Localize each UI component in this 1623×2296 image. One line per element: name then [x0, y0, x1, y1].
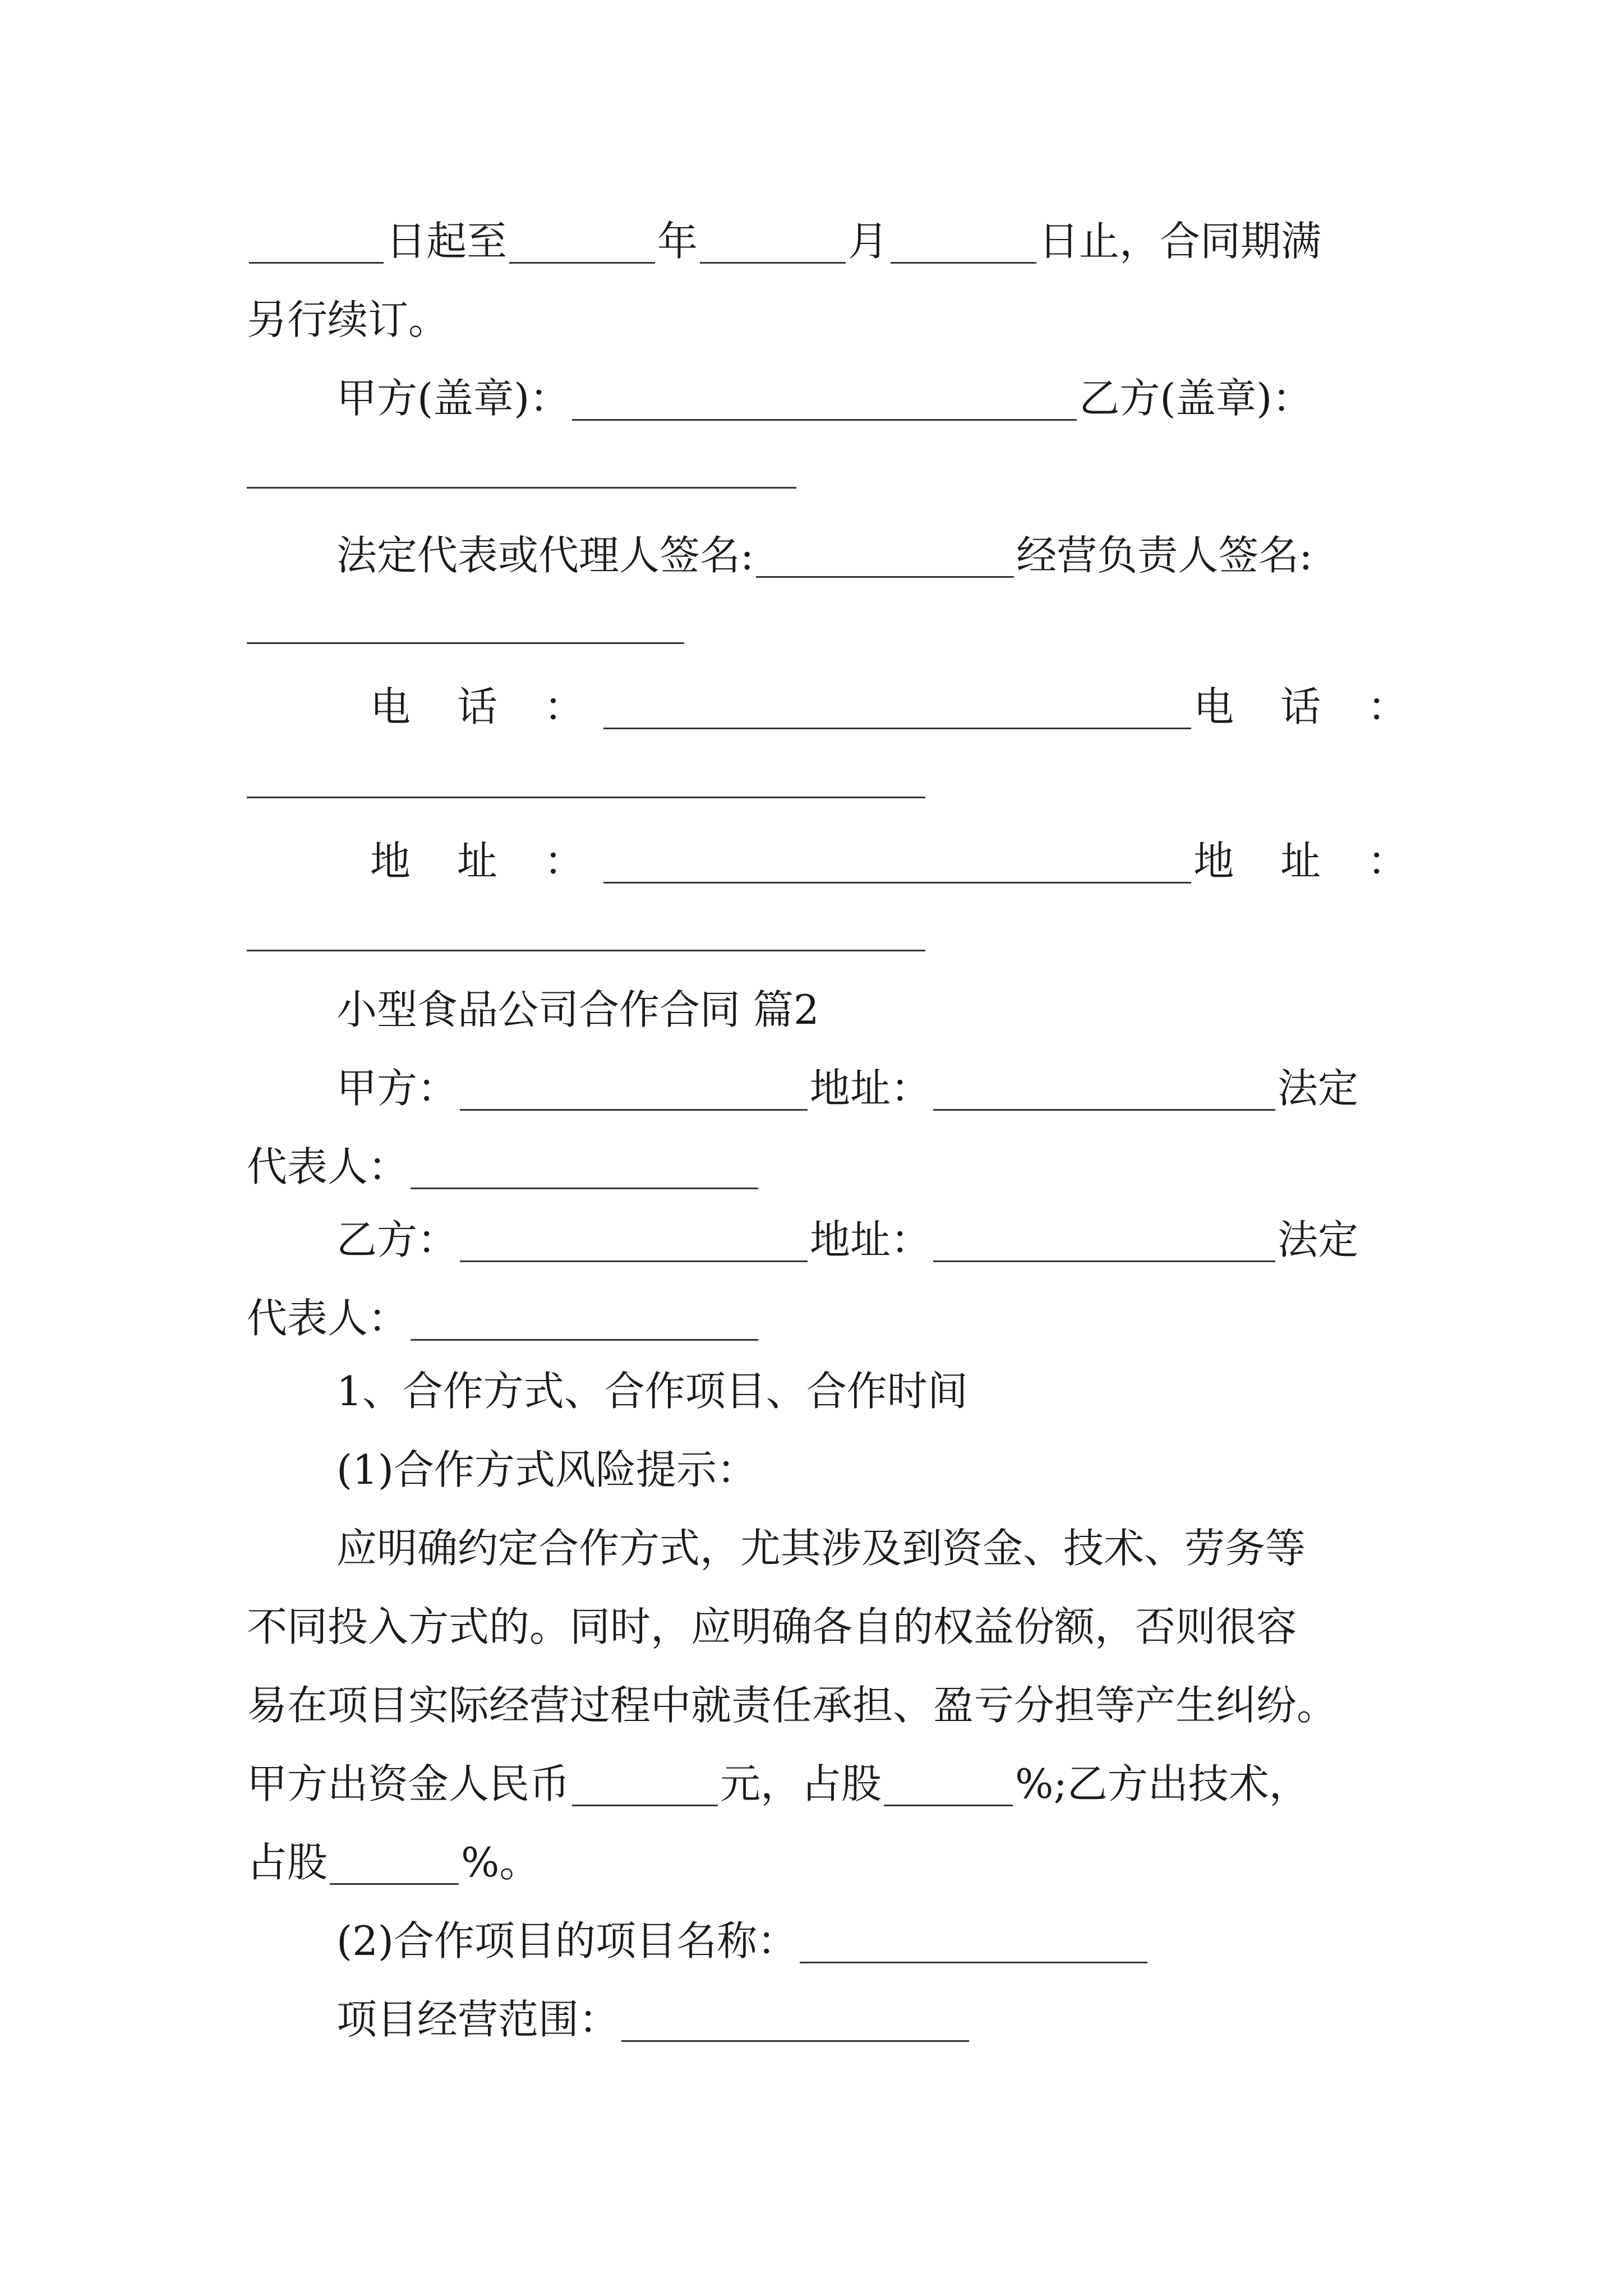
blank-field — [247, 642, 684, 644]
renewal-line — [247, 286, 1391, 353]
text-run: 元，占股 — [720, 1760, 882, 1807]
text-run: 甲方： — [336, 1065, 458, 1112]
phone-label: 电 话 ： — [1193, 683, 1424, 730]
text-run: 应明确约定合作方式，尤其涉及到资金、技术、劳务等 — [336, 1525, 1306, 1572]
blank-field — [884, 1762, 1013, 1806]
text-run: 不同投入方式的。同时，应明确各自的权益份额，否则很容 — [247, 1603, 1297, 1650]
paragraph-line — [336, 1515, 1391, 1582]
blank-field — [330, 1841, 459, 1885]
business-scope-line — [336, 1986, 1391, 2053]
text-run: 地址： — [810, 1216, 932, 1263]
text-run: %。 — [461, 1839, 540, 1886]
text-run: 小型食品公司合作合同 篇2 — [336, 986, 819, 1033]
paragraph-line — [247, 1672, 1391, 1739]
phone-label: 电 话 ： — [370, 683, 601, 730]
text-run: 易在项目实际经营过程中就责任承担、盈亏分担等产生纠纷。 — [247, 1682, 1338, 1729]
text-run: 乙方： — [336, 1216, 458, 1263]
text-run: 1、合作方式、合作项目、合作时间 — [336, 1368, 968, 1415]
text-run: 代表人： — [247, 1295, 409, 1342]
address-label: 地 址 ： — [370, 838, 601, 885]
subsection-heading — [336, 1436, 1391, 1503]
signature-line — [336, 522, 1391, 589]
blank-field — [603, 685, 1191, 729]
text-run: 占股 — [247, 1839, 328, 1886]
address-label: 地 址 ： — [1193, 838, 1424, 885]
blank-field — [621, 1998, 969, 2042]
blank-field — [933, 1218, 1275, 1262]
investment-line — [247, 1829, 1391, 1896]
text-run: (1)合作方式风险提示： — [336, 1446, 757, 1493]
section-heading — [336, 1358, 1391, 1425]
blank-field — [460, 1066, 808, 1111]
project-name-line — [336, 1907, 1391, 1975]
blank-field — [249, 219, 384, 264]
blank-field — [509, 219, 655, 264]
text-run: %;乙方出技术， — [1015, 1760, 1310, 1807]
text-run: (2)合作项目的项目名称： — [336, 1917, 797, 1964]
text-run: 年 — [657, 218, 698, 265]
text-run: 法定 — [1278, 1216, 1359, 1263]
blank-field — [800, 1919, 1147, 1963]
blank-field — [247, 950, 925, 951]
investment-line — [247, 1750, 1391, 1818]
seal-line — [336, 365, 1391, 432]
blank-field — [247, 487, 796, 489]
blank-field — [933, 1066, 1275, 1111]
text-run: 代表人： — [247, 1143, 409, 1190]
manager-signature-label: 经营负责人签名: — [1016, 532, 1313, 579]
party-b-representative-line — [247, 1285, 1391, 1352]
text-run: 日止，合同期满 — [1039, 218, 1322, 265]
text-run: 法定 — [1278, 1065, 1359, 1112]
blank-field — [460, 1218, 808, 1262]
party-a-line — [336, 1055, 1391, 1122]
party-b-seal-label: 乙方(盖章)： — [1079, 375, 1313, 422]
party-a-seal-label: 甲方(盖章)： — [336, 375, 570, 422]
blank-field — [700, 219, 846, 264]
blank-field — [756, 533, 1014, 578]
blank-field — [572, 1762, 718, 1806]
address-line — [370, 827, 1424, 895]
section-title — [336, 976, 1391, 1043]
text-run: 甲方出资金人民币 — [247, 1760, 570, 1807]
text-run: 地址： — [810, 1065, 932, 1112]
blank-field — [572, 376, 1077, 421]
blank-field — [891, 219, 1036, 264]
text-run: 项目经营范围： — [336, 1996, 620, 2043]
text-run: 另行续订。 — [247, 296, 449, 343]
blank-field — [603, 839, 1191, 884]
blank-field — [411, 1145, 758, 1189]
blank-field — [411, 1296, 758, 1341]
paragraph-line — [247, 1593, 1391, 1660]
text-run: 月 — [848, 218, 889, 265]
representative-signature-label: 法定代表或代理人签名: — [336, 532, 754, 579]
phone-line — [370, 673, 1424, 740]
party-a-representative-line — [247, 1133, 1391, 1200]
contract-term-line — [247, 208, 1391, 275]
party-b-line — [336, 1206, 1391, 1273]
blank-field — [247, 797, 925, 798]
text-run: 日起至 — [386, 218, 508, 265]
